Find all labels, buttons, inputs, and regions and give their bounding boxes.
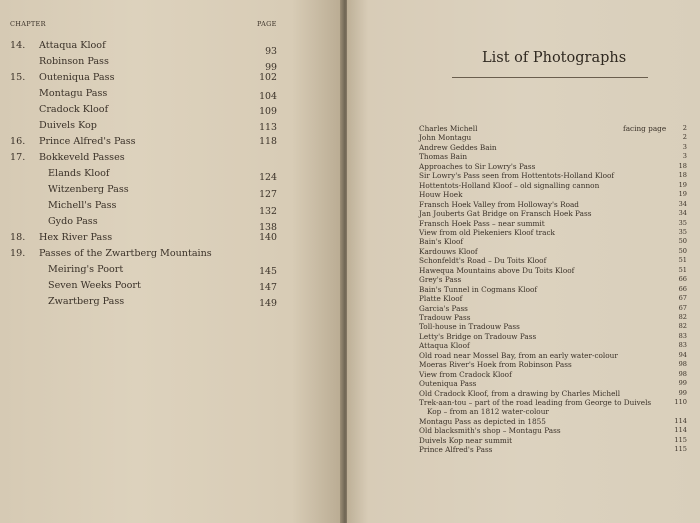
photo-entry — [419, 209, 687, 219]
page-column-header: PAGE — [257, 20, 277, 28]
photo-page-number: 94 — [678, 350, 687, 359]
photo-page-number: 34 — [678, 209, 687, 217]
chapter-title: Duivels Kop — [39, 120, 97, 131]
photo-caption: Toll-house in Tradouw Pass — [419, 322, 520, 332]
photo-caption: Hawequa Mountains above Du Toits Kloof — [419, 265, 575, 275]
photo-page-number: 82 — [678, 313, 687, 321]
photo-page-number: 82 — [678, 322, 687, 331]
chapter-number: 14. — [10, 40, 26, 51]
photo-page-number: 67 — [678, 303, 687, 312]
toc-entry — [0, 72, 343, 86]
photo-caption: Prince Alfred's Pass — [419, 445, 493, 455]
photo-caption: Letty's Bridge on Tradouw Pass — [419, 331, 537, 341]
photo-entry — [419, 228, 687, 238]
chapter-title: Elands Kloof — [48, 168, 110, 179]
toc-entry — [0, 120, 343, 134]
photo-page-number: 115 — [674, 435, 687, 444]
chapter-title: Meiring's Poort — [48, 264, 124, 275]
photo-entry — [419, 436, 687, 446]
photo-page-number: 115 — [674, 445, 687, 454]
toc-entry — [0, 56, 343, 73]
toc-entry — [0, 184, 343, 198]
photo-page-number: 99 — [678, 379, 687, 388]
toc-entry — [0, 216, 343, 233]
photo-caption: Approaches to Sir Lowry's Pass — [419, 161, 536, 171]
photo-caption: Old road near Mossel Bay, from an early water-colour — [419, 350, 618, 360]
photo-entry — [419, 304, 687, 314]
photo-caption: Andrew Geddes Bain — [419, 142, 497, 152]
photo-entry — [419, 322, 687, 332]
photo-caption: Bain's Kloof — [419, 237, 464, 247]
chapter-number: 17. — [10, 152, 26, 163]
photo-page-number: 114 — [674, 426, 687, 435]
chapter-page-number: 113 — [259, 122, 277, 133]
chapter-title: Seven Weeks Poort — [48, 280, 141, 291]
chapter-title: Michell's Pass — [48, 200, 117, 211]
photo-entry — [419, 266, 687, 276]
photo-page-number: 99 — [678, 388, 687, 397]
photo-caption: View from old Piekeniers Kloof track — [419, 227, 555, 237]
photo-caption: John Montagu — [419, 133, 472, 143]
chapter-page-number: 99 — [265, 62, 277, 73]
chapter-page-number: 145 — [259, 266, 277, 277]
photo-entry — [419, 341, 687, 351]
toc-entry — [0, 200, 343, 217]
photo-page-number: 114 — [674, 416, 687, 425]
photo-page-number: 35 — [678, 227, 687, 236]
title-rule — [452, 77, 648, 78]
photo-caption: Kardouws Kloof — [419, 246, 478, 256]
chapter-page-number: 140 — [259, 232, 277, 243]
photo-caption: Garcia's Pass — [419, 303, 468, 313]
chapter-title: Witzenberg Pass — [48, 184, 129, 195]
photo-caption: Moeras River's Hoek from Robinson Pass — [419, 360, 572, 370]
chapter-page-number: 127 — [259, 189, 277, 200]
toc-entry — [0, 104, 343, 118]
photo-entry — [419, 379, 687, 389]
photo-page-number: 50 — [678, 246, 687, 255]
photo-page-number: 3 — [682, 142, 687, 151]
photo-page-number: 2 — [682, 124, 687, 132]
page-title: List of Photographs — [482, 50, 627, 66]
photo-page-number: 98 — [678, 369, 687, 378]
photo-page-number: 35 — [678, 218, 687, 227]
photo-page-number: 51 — [678, 256, 687, 265]
photo-page-number: 50 — [678, 237, 687, 246]
photo-caption: Charles Michell — [419, 124, 478, 133]
chapter-title: Zwartberg Pass — [48, 296, 125, 307]
chapter-number: 19. — [10, 248, 26, 259]
left-page — [0, 0, 343, 523]
chapter-number: 16. — [10, 136, 26, 147]
toc-entry — [0, 280, 343, 294]
chapter-title: Montagu Pass — [39, 88, 108, 99]
photo-caption: Trek-aan-tou – part of the road leading from George to Duivels — [419, 398, 652, 407]
chapter-title: Hex River Pass — [39, 232, 113, 243]
photo-page-number: 110 — [674, 398, 687, 406]
photo-caption: Duivels Kop near summit — [419, 435, 513, 445]
chapter-number: 18. — [10, 232, 26, 243]
photo-page-number: 83 — [678, 331, 687, 340]
toc-entry — [0, 40, 343, 57]
photo-caption: Outeniqua Pass — [419, 379, 477, 389]
photo-caption: Attaqua Kloof — [419, 341, 470, 351]
photo-entry — [419, 133, 687, 143]
photo-caption: Tradouw Pass — [419, 313, 471, 322]
toc-entry — [0, 232, 343, 246]
facing-page-label: facing page — [623, 124, 667, 133]
chapter-page-number: 132 — [259, 206, 277, 217]
photo-page-number: 2 — [682, 133, 687, 142]
toc-entry — [0, 168, 343, 182]
photo-entry — [419, 398, 687, 417]
photo-caption: Hottentots-Holland Kloof – old signalling cannon — [419, 180, 600, 190]
chapter-page-number: 124 — [259, 172, 277, 183]
photo-caption: Fransch Hoek Valley from Holloway's Road — [419, 199, 579, 209]
photo-entry — [419, 360, 687, 370]
photo-page-number: 3 — [682, 152, 687, 161]
chapter-page-number: 93 — [265, 46, 277, 57]
photo-page-number: 19 — [678, 190, 687, 199]
chapter-title: Attaqua Kloof — [39, 40, 106, 51]
photo-caption: Houw Hoek — [419, 190, 463, 200]
photo-caption: Grey's Pass — [419, 275, 462, 285]
chapter-number: 15. — [10, 72, 26, 83]
photo-caption: Fransch Hoek Pass – near summit — [419, 218, 545, 228]
photo-page-number: 51 — [678, 265, 687, 274]
photo-caption: Platte Kloof — [419, 294, 463, 304]
photo-page-number: 67 — [678, 294, 687, 303]
toc-entry — [0, 264, 343, 278]
chapter-title: Bokkeveld Passes — [39, 152, 125, 163]
photo-caption: Old blacksmith's shop – Montagu Pass — [419, 426, 561, 436]
chapter-page-number: 118 — [259, 136, 277, 147]
photo-entry — [419, 417, 687, 427]
chapter-page-number: 147 — [259, 282, 277, 293]
photo-entry — [419, 152, 687, 162]
photo-caption: View from Cradock Kloof — [419, 369, 512, 379]
toc-entry — [0, 296, 343, 310]
chapter-page-number: 104 — [259, 91, 277, 102]
photo-entry — [419, 171, 687, 181]
photo-page-number: 34 — [678, 199, 687, 208]
chapter-title: Outeniqua Pass — [39, 72, 115, 83]
photo-caption: Sir Lowry's Pass seen from Hottentots-Holland Kloof — [419, 171, 615, 181]
photo-caption: Old Cradock Kloof, from a drawing by Charles Michell — [419, 388, 621, 398]
chapter-title: Cradock Kloof — [39, 104, 109, 115]
chapter-title: Prince Alfred's Pass — [39, 136, 136, 147]
chapter-title: Gydo Pass — [48, 216, 98, 227]
chapter-page-number: 102 — [259, 72, 277, 83]
photo-page-number: 83 — [678, 341, 687, 350]
photo-entry — [419, 247, 687, 257]
photo-caption: Thomas Bain — [419, 152, 468, 162]
photo-caption: Montagu Pass as depicted in 1855 — [419, 416, 546, 426]
toc-entry — [0, 136, 343, 150]
toc-entry — [0, 152, 343, 166]
photo-caption: Schonfeldt's Road – Du Toits Kloof — [419, 256, 547, 266]
photo-caption: Jan Jouberts Gat Bridge on Fransch Hoek Pass — [419, 209, 592, 218]
photo-entry — [419, 445, 687, 455]
chapter-title: Passes of the Zwartberg Mountains — [39, 248, 212, 259]
toc-entry — [0, 88, 343, 102]
chapter-page-number: 149 — [259, 298, 277, 309]
photo-page-number: 18 — [678, 161, 687, 170]
toc-entry — [0, 248, 343, 262]
chapter-title: Robinson Pass — [39, 56, 109, 67]
photo-caption-continued: Kop – from an 1812 water-colour — [427, 407, 549, 416]
chapter-page-number: 138 — [259, 222, 277, 233]
photo-caption: Bain's Tunnel in Cogmans Kloof — [419, 284, 538, 294]
photo-page-number: 66 — [678, 275, 687, 284]
photo-entry — [419, 285, 687, 295]
photo-page-number: 19 — [678, 180, 687, 189]
photo-page-number: 66 — [678, 284, 687, 293]
photo-entry — [419, 190, 687, 200]
photo-page-number: 18 — [678, 171, 687, 180]
chapter-page-number: 109 — [259, 106, 277, 117]
photo-page-number: 98 — [678, 360, 687, 369]
chapter-column-header: CHAPTER — [10, 20, 46, 28]
